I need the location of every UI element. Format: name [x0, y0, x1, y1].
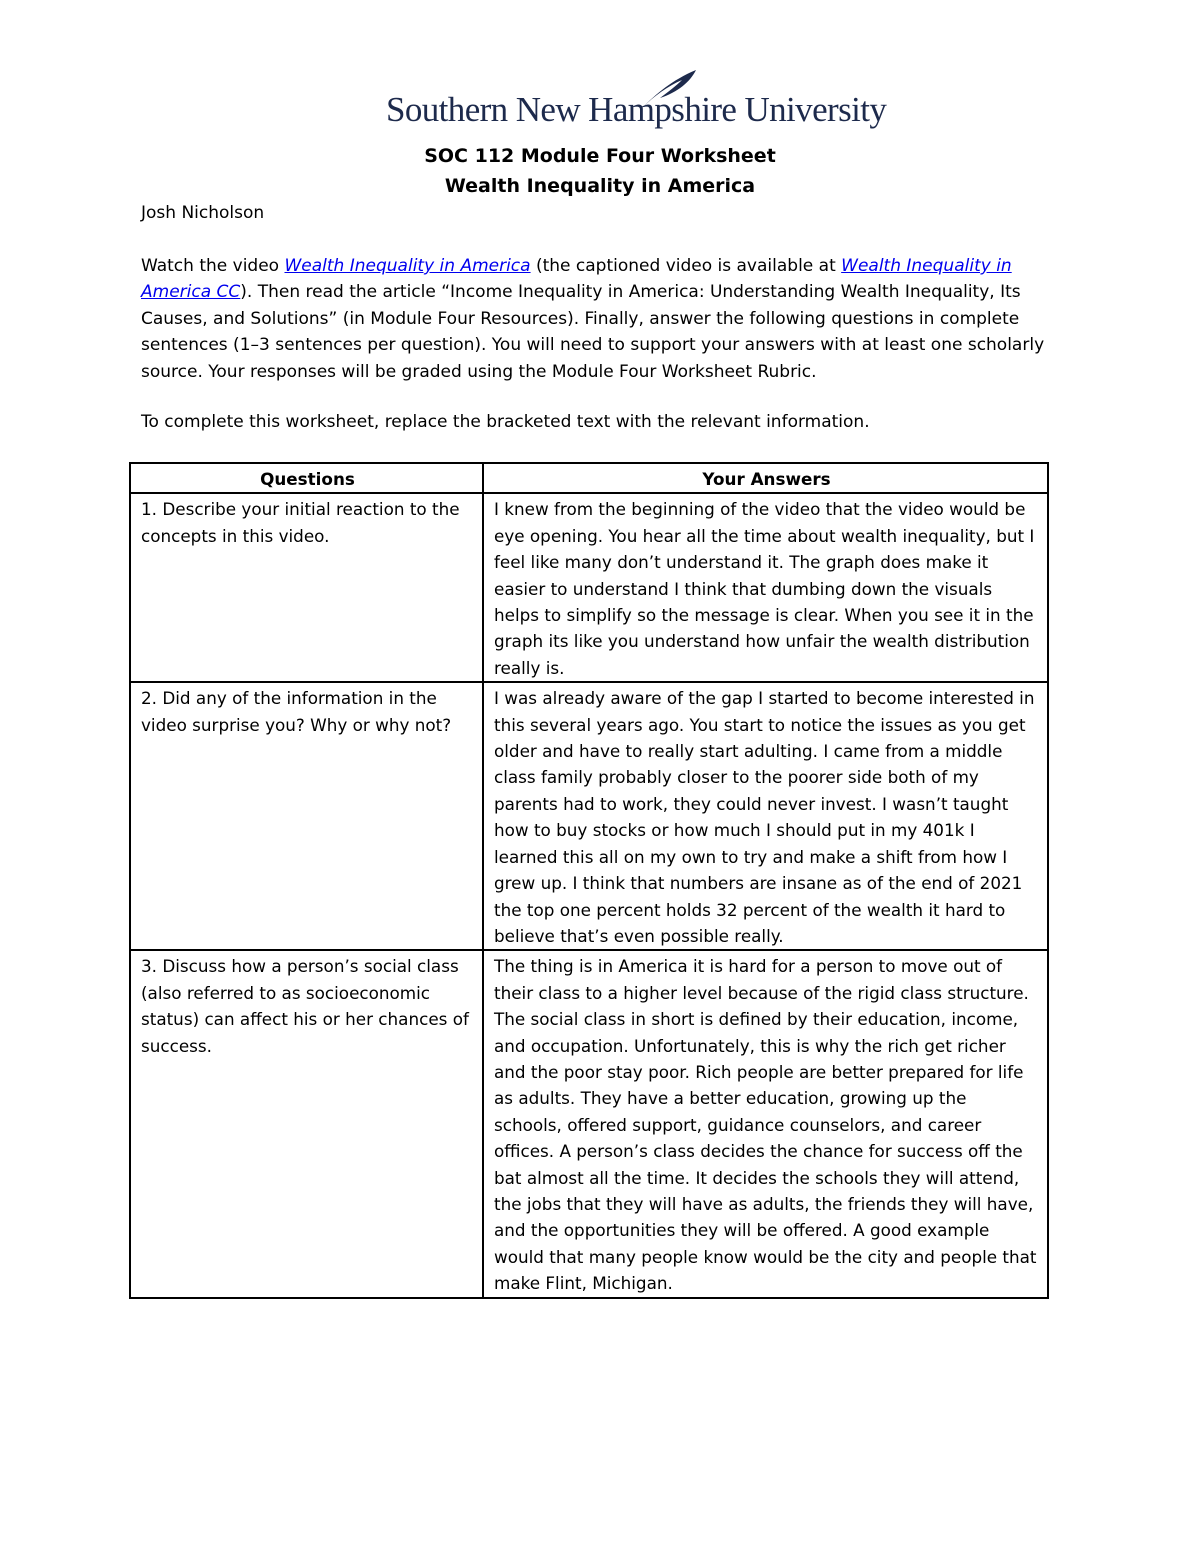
university-logo: [386, 68, 887, 138]
column-header-questions: Questions: [130, 463, 483, 493]
worksheet-title: SOC 112 Module Four Worksheet: [424, 145, 776, 167]
university-name: Southern New Hampshire University: [386, 90, 887, 129]
instructions-text: ). Then read the article “Income Inequality in America: Understanding Wealth Inequality, Its Causes, and Solutions” (in Module Four Resources). Finally, answer the following questions in complete sentences (1–3 sentences per question). You will need to support your answers with at least one scholarly source. Your responses will be graded using the Module Four Worksheet Rubric.: [141, 282, 1045, 382]
completion-instruction: To complete this worksheet, replace the bracketed text with the relevant information.: [141, 412, 870, 432]
instructions-text: (the captioned video is available at: [530, 256, 842, 276]
answer-cell[interactable]: The thing is in America it is hard for a person to move out of their class to a higher level because of the rigid class structure. The social class in short is defined by their education, income, and occupation. Unfortunately, this is why the rich get richer and the poor stay poor. Rich people are better prepared for life as adults. They have a better education, growing up the schools, offered support, guidance counselors, and career offices. A person’s class decides the chance for success off the bat almost all the time. It decides the schools they will attend, the jobs that they will have as adults, the friends they will have, and the opportunities they will be offered. A good example would that many people know would be the city and people that make Flint, Michigan.: [483, 950, 1048, 1297]
column-header-answers: Your Answers: [483, 463, 1048, 493]
table-row: [130, 682, 1048, 950]
table-row: [130, 950, 1048, 1297]
questions-table: [129, 462, 1049, 1299]
instructions-text: Watch the video: [141, 256, 285, 276]
author-name: Josh Nicholson: [141, 203, 265, 223]
question-cell: 1. Describe your initial reaction to the concepts in this video.: [130, 493, 483, 682]
instructions-paragraph: [141, 253, 1061, 385]
answer-cell[interactable]: I knew from the beginning of the video that the video would be eye opening. You hear all the time about wealth inequality, but I feel like many don’t understand it. The graph does make it easier to understand I think that dumbing down the visuals helps to simplify so the message is clear. When you see it in the graph its like you understand how unfair the wealth distribution really is.: [483, 493, 1048, 682]
table-row: [130, 493, 1048, 682]
worksheet-subtitle: Wealth Inequality in America: [444, 175, 756, 197]
video-link[interactable]: Wealth Inequality in America: [284, 256, 531, 276]
table-header-row: [130, 463, 1048, 493]
question-cell: 2. Did any of the information in the video surprise you? Why or why not?: [130, 682, 483, 950]
captioned-video-link[interactable]: Wealth Inequality in America CC: [141, 256, 1012, 303]
answer-cell[interactable]: I was already aware of the gap I started to become interested in this several years ago. You start to notice the issues as you get older and have to really start adulting. I came from a middle class family probably closer to the poorer side both of my parents had to work, they could never invest. I wasn’t taught how to buy stocks or how much I should put in my 401k I learned this all on my own to try and make a shift from how I grew up. I think that numbers are insane as of the end of 2021 the top one percent holds 32 percent of the wealth it hard to believe that’s even possible really.: [483, 682, 1048, 950]
question-cell: 3. Discuss how a person’s social class (also referred to as socioeconomic status) can affect his or her chances of success.: [130, 950, 483, 1297]
